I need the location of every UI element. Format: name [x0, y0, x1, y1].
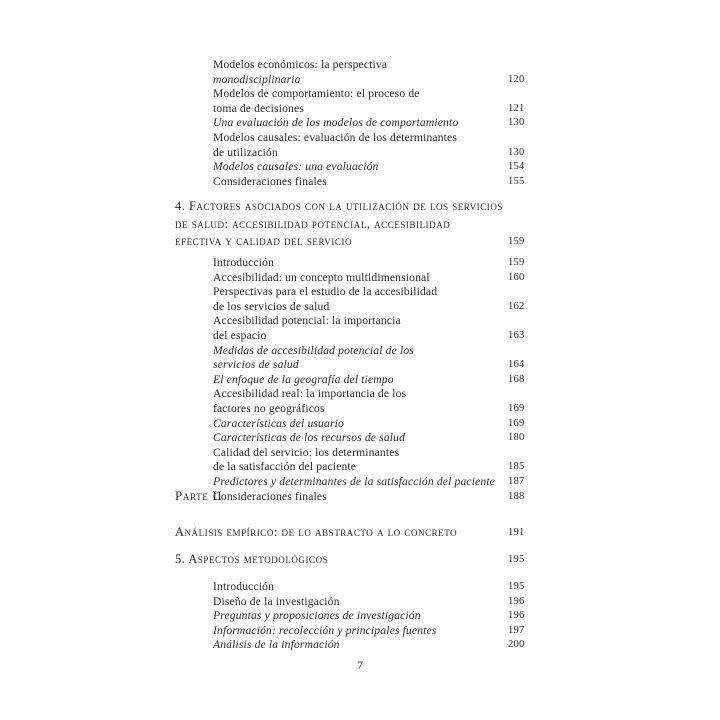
chapter-heading-4[interactable]: [175, 198, 550, 251]
toc-entry-page: 159: [508, 257, 525, 268]
toc-entry-title: Consideraciones finales: [213, 174, 327, 188]
toc-entry-line[interactable]: [213, 146, 543, 161]
toc-entry-title: Características del usuario: [213, 416, 344, 430]
chapter-heading-text: 4. Factores asociados con la utilización de los servicios: [175, 199, 503, 213]
toc-entry-title: Análisis de la información: [213, 638, 340, 652]
toc-section-chapter4: [213, 256, 543, 504]
toc-entry-line[interactable]: [213, 300, 543, 315]
toc-entry-page: 164: [508, 359, 525, 371]
toc-entry-title: monodisciplinaria: [213, 72, 301, 86]
toc-entry-page: 162: [508, 300, 525, 312]
part-title-page: 191: [508, 527, 525, 538]
toc-entry-page: 130: [508, 146, 525, 158]
toc-entry-page: 196: [508, 595, 525, 607]
toc-entry-title: Modelos causales: una evaluación: [213, 160, 379, 174]
toc-entry-line[interactable]: [213, 271, 543, 286]
toc-entry-title: de la satisfacción del paciente: [213, 460, 357, 474]
toc-entry-line[interactable]: [213, 595, 543, 610]
toc-entry-line[interactable]: [213, 285, 543, 300]
toc-entry-title: Accesibilidad real: la importancia de los: [213, 387, 407, 401]
toc-entry-line[interactable]: [213, 160, 543, 175]
toc-entry-title: Introducción: [213, 256, 275, 269]
toc-entry-line[interactable]: [213, 624, 543, 639]
chapter-heading-line: [175, 233, 550, 251]
toc-entry-line[interactable]: [213, 175, 543, 190]
toc-entry-page: 200: [508, 639, 525, 651]
toc-entry-line[interactable]: [213, 373, 543, 388]
toc-entry-line[interactable]: [213, 102, 543, 117]
toc-entry-title: Medidas de accesibilidad potencial de los: [213, 343, 414, 357]
toc-entry-title: de utilización: [213, 145, 278, 159]
toc-entry-line[interactable]: [213, 87, 543, 102]
toc-entry-page: 180: [508, 432, 525, 444]
toc-entry-title: de los servicios de salud: [213, 299, 330, 313]
chapter-heading-line: [175, 198, 550, 216]
toc-entry-title: Información: recolección y principales fuentes: [213, 623, 437, 637]
toc-entry-line[interactable]: [213, 131, 543, 146]
toc-entry-page: 168: [508, 373, 525, 385]
toc-entry-page: 155: [508, 175, 525, 187]
toc-entry-title: Accesibilidad: un concepto multidimensional: [213, 270, 430, 284]
toc-entry-page: 169: [508, 402, 525, 414]
chapter-heading-page: 159: [508, 236, 525, 248]
toc-entry-title: Una evaluación de los modelos de comportamiento: [213, 116, 459, 130]
chapter-heading-5[interactable]: [175, 551, 550, 569]
toc-entry-title: Diseño de la investigación: [213, 594, 340, 608]
toc-entry-page: 196: [508, 610, 525, 622]
toc-entry-page: 185: [508, 461, 525, 473]
toc-section-chapter3-tail: [213, 58, 543, 189]
toc-entry-page: 169: [508, 417, 525, 429]
chapter-heading-text: efectiva y calidad del servicio: [175, 234, 353, 249]
toc-entry-page: 188: [508, 490, 525, 502]
toc-entry-page: 163: [508, 329, 525, 341]
chapter-heading-line: [175, 551, 550, 569]
toc-entry-page: 120: [508, 73, 525, 85]
part-title-text: Análisis empírico: de lo abstracto a lo concreto: [175, 525, 458, 539]
part-label-block: [175, 488, 550, 506]
toc-entry-title: Modelos causales: evaluación de los determinantes: [213, 130, 457, 144]
chapter-heading-text: de salud: accesibilidad potencial, accesibilidad: [175, 216, 451, 231]
toc-entry-page: 197: [508, 624, 525, 636]
toc-entry-title: toma de decisiones: [213, 101, 304, 115]
toc-entry-title: El enfoque de la geografía del tiempo: [213, 372, 394, 386]
toc-entry-line[interactable]: [213, 460, 543, 475]
toc-entry-page: 154: [508, 161, 525, 173]
toc-entry-title: Consideraciones finales: [213, 489, 327, 503]
toc-entry-title: Características de los recursos de salud: [213, 431, 406, 445]
toc-entry-line[interactable]: [213, 431, 543, 446]
toc-entry-page: 160: [508, 271, 525, 283]
toc-entry-line[interactable]: [213, 73, 543, 88]
toc-entry-title: Calidad del servicio: los determinantes: [213, 445, 400, 459]
part-label: Parte II: [175, 489, 223, 503]
toc-entry-line[interactable]: [213, 580, 543, 595]
toc-entry-title: servicios de salud: [213, 358, 299, 372]
toc-entry-title: Perspectivas para el estudio de la accesibilidad: [213, 285, 438, 299]
part-title-block[interactable]: [175, 524, 550, 542]
toc-entry-page: 187: [508, 475, 525, 487]
toc-entry-line[interactable]: [213, 256, 543, 271]
toc-entry-line[interactable]: [213, 446, 543, 461]
toc-section-chapter5: [213, 580, 543, 653]
toc-entry-page: 121: [508, 102, 525, 114]
toc-entry-title: Preguntas y proposiciones de investigación: [213, 609, 421, 623]
toc-entry-line[interactable]: [213, 329, 543, 344]
chapter-heading-line: [175, 216, 550, 234]
part-title-line: [175, 524, 550, 542]
toc-entry-title: factores no geográficos: [213, 401, 325, 415]
chapter-heading-page: 195: [508, 554, 525, 565]
toc-entry-line[interactable]: [213, 387, 543, 402]
toc-entry-line[interactable]: [213, 638, 543, 653]
toc-entry-line[interactable]: [213, 402, 543, 417]
toc-entry-title: Modelos de comportamiento: el proceso de: [213, 87, 420, 101]
toc-entry-line[interactable]: [213, 58, 543, 73]
toc-entry-title: Introducción: [213, 580, 275, 593]
toc-entry-line[interactable]: [213, 344, 543, 359]
page-folio: 7: [357, 658, 363, 672]
toc-entry-line[interactable]: [213, 314, 543, 329]
chapter-heading-text: 5. Aspectos metodológicos: [175, 552, 329, 566]
toc-entry-page: 130: [508, 117, 525, 129]
toc-entry-title: del espacio: [213, 328, 267, 342]
toc-entry-title: Accesibilidad potencial: la importancia: [213, 314, 401, 328]
toc-entry-title: Predictores y determinantes de la satisfacción del paciente: [213, 474, 495, 488]
toc-entry-title: Modelos económicos: la perspectiva: [213, 58, 388, 71]
toc-entry-line[interactable]: [213, 609, 543, 624]
toc-entry-line[interactable]: [213, 358, 543, 373]
toc-entry-page: 195: [508, 581, 525, 592]
toc-entry-line[interactable]: [213, 417, 543, 432]
toc-entry-line[interactable]: [213, 116, 543, 131]
